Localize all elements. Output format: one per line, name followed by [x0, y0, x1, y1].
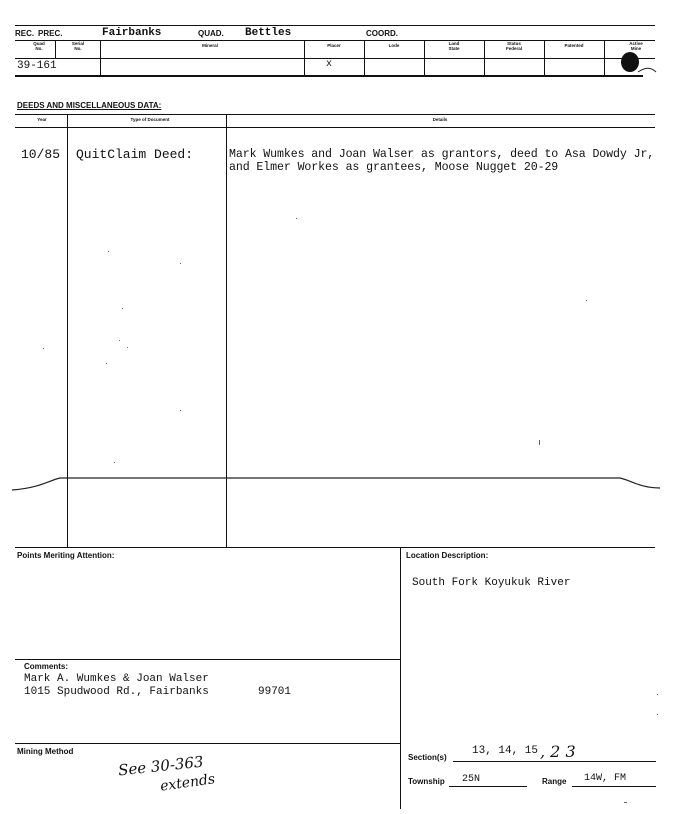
col-active-mine: Active Mine [629, 41, 643, 51]
points-label: Points Meriting Attention: [17, 551, 115, 560]
points-location-divider [400, 547, 401, 809]
deeds-col-details: Details [432, 117, 448, 122]
scan-speck [127, 347, 128, 348]
col-placer: Placer [327, 43, 341, 48]
col-divider [364, 41, 365, 76]
col-lode: Lode [388, 43, 400, 48]
comments-label: Comments: [24, 662, 69, 671]
deeds-section-title: DEEDS AND MISCELLANEOUS DATA: [17, 101, 162, 110]
deed-details-line1: Mark Wumkes and Joan Walser as grantors, deed to Asa Dowdy Jr, [229, 148, 655, 161]
scan-speck [624, 802, 627, 803]
prec-label: PREC. [38, 29, 63, 38]
col-divider [100, 41, 101, 76]
range-label: Range [542, 777, 567, 786]
scan-speck [122, 308, 123, 309]
scan-speck [108, 251, 109, 252]
scan-speck [106, 363, 107, 364]
comments-line2: 1015 Spudwood Rd., Fairbanks [24, 686, 209, 698]
scan-speck [296, 218, 297, 219]
sections-label: Section(s) [408, 753, 447, 762]
scan-speck [657, 694, 658, 695]
deed-year: 10/85 [21, 147, 61, 162]
sections-underline [453, 761, 656, 762]
col-quad-no: Quad No. [33, 41, 45, 51]
col-mineral: Mineral [202, 43, 218, 48]
township-label: Township [408, 777, 445, 786]
deeds-top-line [15, 114, 655, 115]
record-id: 39-161 [17, 60, 57, 72]
range-value: 14W, FM [584, 773, 627, 784]
sections-typed: 13, 14, 15 [472, 745, 539, 757]
mining-label: Mining Method [17, 747, 74, 756]
deeds-col-year: Year [37, 117, 47, 122]
col-divider [304, 41, 305, 76]
quad-value: Bettles [245, 27, 292, 39]
scan-speck [586, 300, 587, 301]
top-border [15, 25, 655, 26]
deed-type: QuitClaim Deed: [76, 147, 194, 162]
col-land-state: Land State [448, 41, 460, 51]
scan-speck [657, 714, 658, 715]
column-header-line [15, 58, 655, 59]
coord-label: COORD. [366, 29, 398, 38]
prec-value: Fairbanks [102, 27, 162, 39]
location-value: South Fork Koyukuk River [412, 577, 571, 589]
col-divider [484, 41, 485, 76]
deeds-col-type: Type of Document [130, 117, 170, 122]
col-divider [55, 41, 56, 58]
col-patented: Patented [564, 43, 584, 48]
range-underline [572, 786, 656, 787]
township-value: 25N [462, 774, 481, 785]
township-underline [449, 786, 527, 787]
mining-handwritten-line1: See 30-363 [117, 752, 205, 780]
col-divider [604, 41, 605, 76]
active-mine-blot [612, 50, 662, 86]
quad-label: QUAD. [198, 29, 224, 38]
header-row-line [15, 40, 655, 41]
col-serial-no: Serial No. [71, 41, 85, 51]
scan-speck [43, 348, 44, 349]
scan-speck [180, 263, 181, 264]
scan-speck [180, 410, 181, 411]
rec-label: REC. [15, 29, 35, 38]
location-label: Location Description: [406, 551, 489, 560]
scan-speck [539, 440, 540, 445]
record-row-bottom [15, 75, 643, 77]
scan-speck [119, 340, 120, 341]
placer-mark: x [326, 59, 333, 70]
sections-handwritten: , 2 3 [540, 742, 576, 761]
mining-top-line [15, 743, 400, 744]
comments-line1: Mark A. Wumkes & Joan Walser [24, 673, 209, 685]
scan-speck [114, 462, 115, 463]
comments-top-line [15, 659, 400, 660]
col-status-federal: Status Federal [505, 41, 522, 51]
col-divider [544, 41, 545, 76]
deeds-header-line [15, 127, 655, 128]
col-divider [424, 41, 425, 76]
deed-details-line2: and Elmer Workes as grantees, Moose Nugget 20-29 [229, 161, 559, 174]
fold-line [0, 470, 678, 496]
comments-zip: 99701 [258, 686, 292, 698]
mining-handwritten-line2: extends [159, 771, 217, 795]
points-top-line [15, 547, 655, 548]
